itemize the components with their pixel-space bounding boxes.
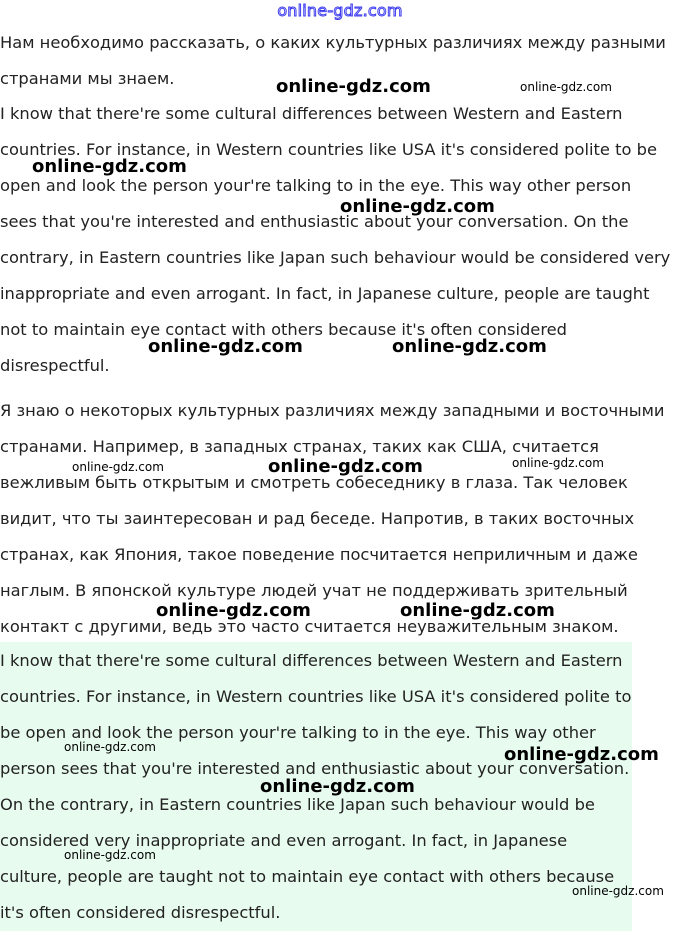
watermark: online-gdz.com — [156, 600, 311, 621]
task-text-ru: Нам необходимо рассказать, о каких культурных различиях между разными странами мы знаем. — [0, 33, 666, 88]
watermark: online-gdz.com — [504, 744, 659, 765]
watermark: online-gdz.com — [148, 336, 303, 357]
watermark: online-gdz.com — [572, 884, 664, 898]
watermark: online-gdz.com — [32, 156, 187, 177]
answer-text-en: I know that there're some cultural differences between Western and Eastern countries. For instance, in Western countries like USA it's considered polite to be open and look the person your're talking to in the eye. This way other person sees that you're interested and enthusiastic about your conversation. On the contrary, in Eastern countries like Japan such behaviour would be considered very inappropriate and even arrogant. In fact, in Japanese culture, people are taught not to maintain eye contact with others because it's often considered disrespectful. — [0, 104, 671, 375]
watermark: online-gdz.com — [64, 740, 156, 754]
answer-text-en-highlighted: I know that there're some cultural differences between Western and Eastern countries. For instance, in Western countries like USA it's considered polite to be open and look the person your're talking to in the eye. This way other person sees that you're interested and enthusiastic about your conversation. On the contrary, in Eastern countries like Japan such behaviour would be considered very inappropriate and even arrogant. In fact, in Japanese culture, people are taught not to maintain eye contact with others because it's often considered disrespectful. — [0, 651, 632, 922]
site-logo[interactable]: online-gdz.com — [277, 1, 403, 20]
watermark: online-gdz.com — [64, 848, 156, 862]
watermark: online-gdz.com — [276, 76, 431, 97]
answer-text-ru: Я знаю о некоторых культурных различиях между западными и восточными странами. Например, в западных странах, таких как США, считается вежливым быть открытым и смотреть собеседнику в глаза. Так человек видит, что ты заинтересован и рад беседе. Напротив, в таких восточных странах, как Япония, такое поведение посчитается неприличным и даже наглым. В японской культуре людей учат не поддерживать зрительный контакт с другими, ведь это часто считается неуважительным знаком. — [0, 401, 665, 636]
watermark: online-gdz.com — [512, 456, 604, 470]
watermark: online-gdz.com — [392, 336, 547, 357]
watermark: online-gdz.com — [260, 776, 415, 797]
watermark: online-gdz.com — [268, 456, 423, 477]
watermark: online-gdz.com — [340, 196, 495, 217]
watermark: online-gdz.com — [400, 600, 555, 621]
watermark: online-gdz.com — [72, 460, 164, 474]
watermark: online-gdz.com — [520, 80, 612, 94]
